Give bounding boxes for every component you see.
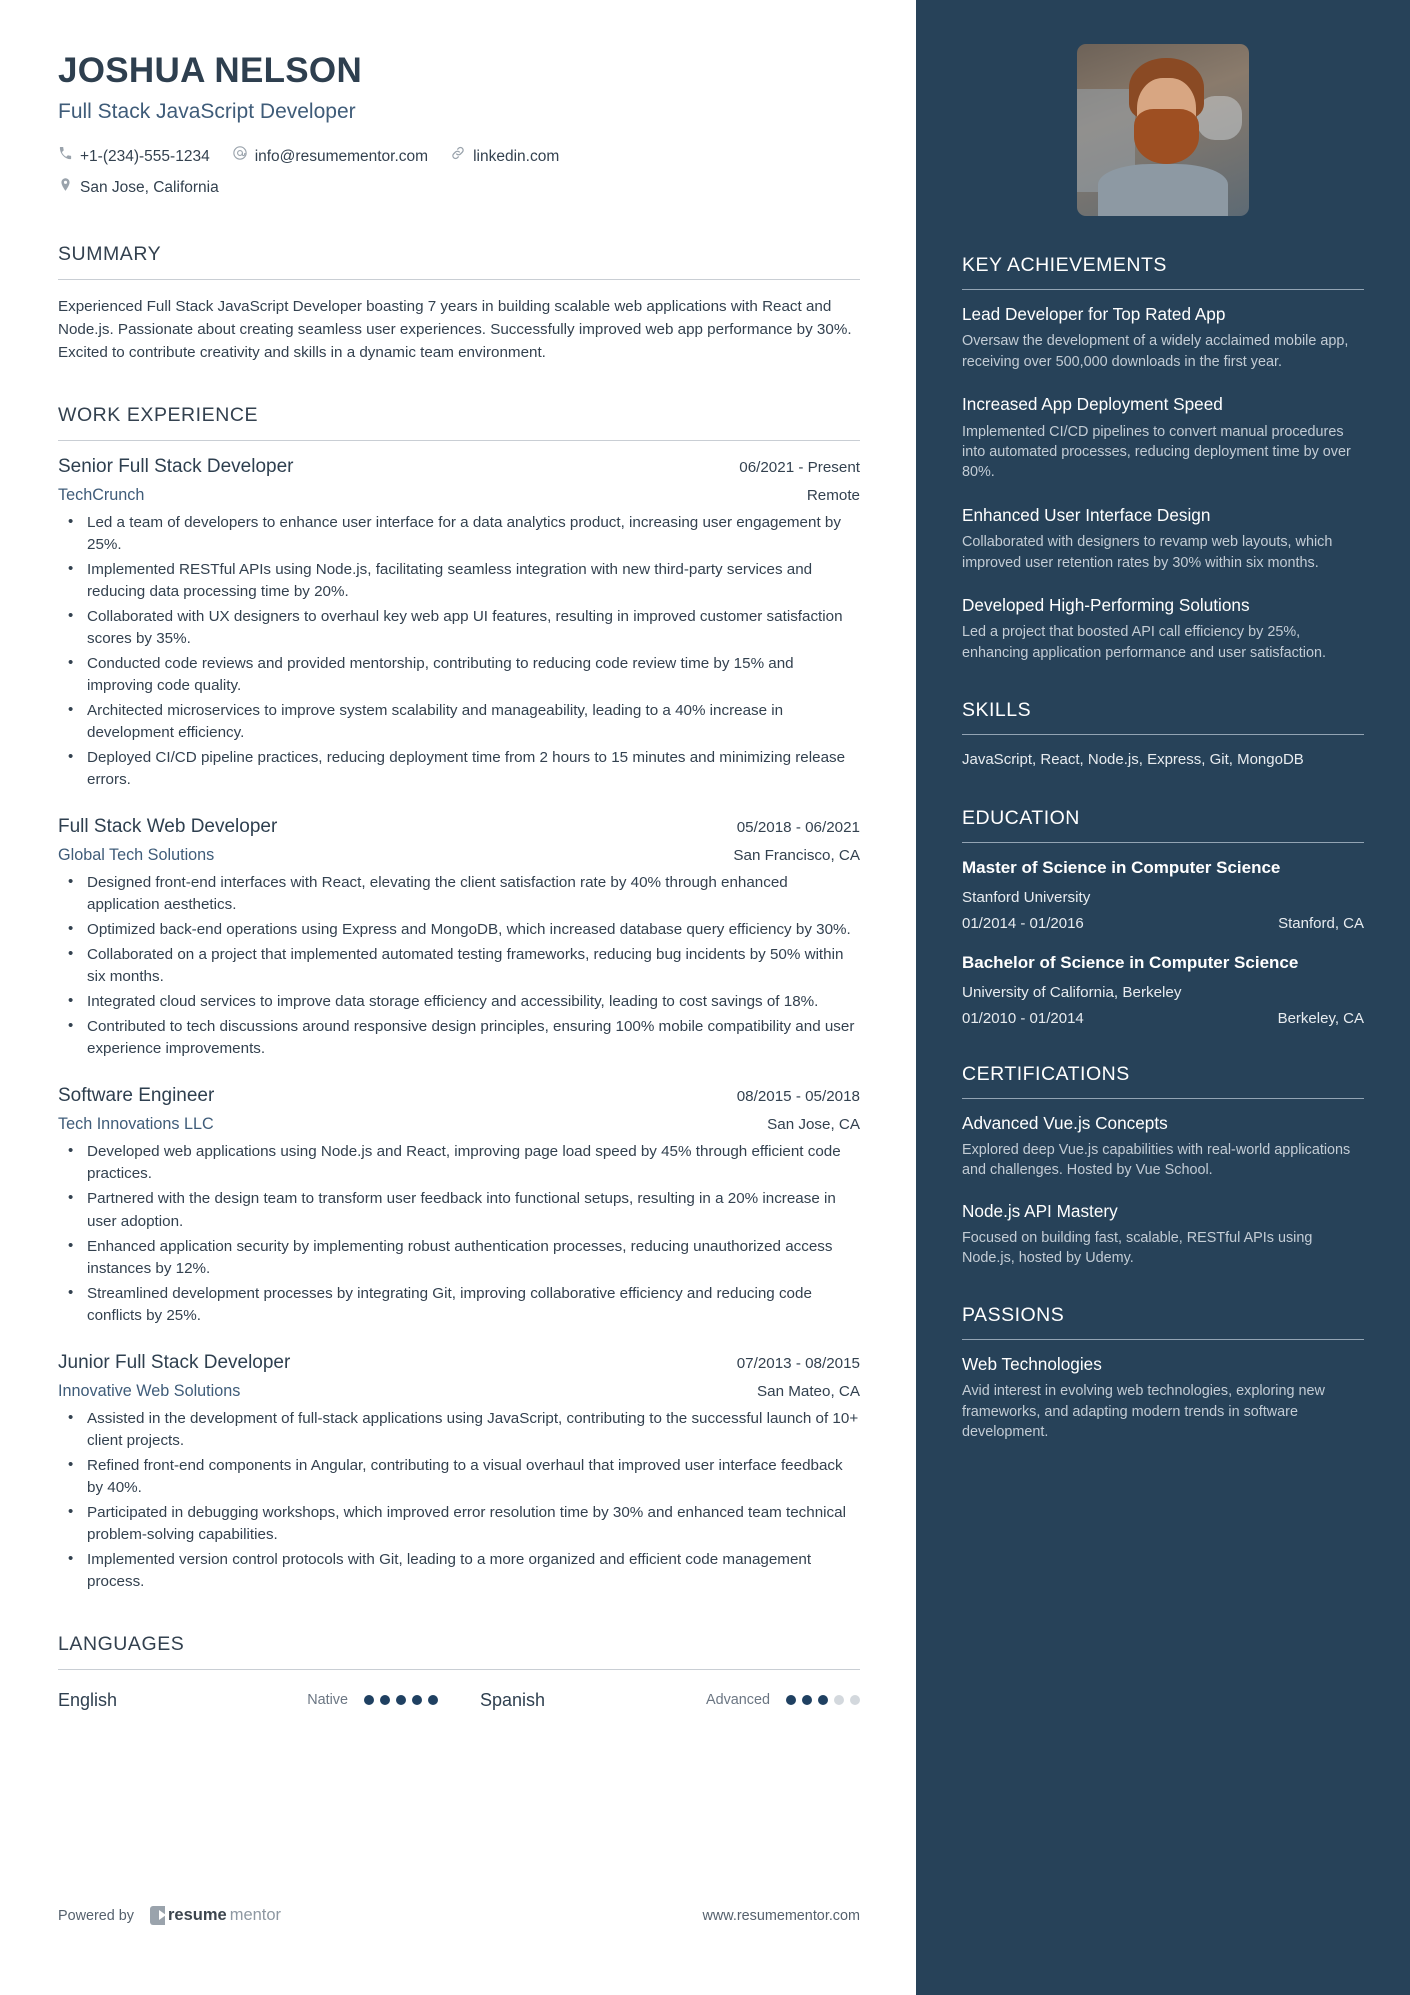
- passions-section: [962, 1304, 1364, 1442]
- passion-title: Web Technologies: [962, 1354, 1102, 1375]
- achievement-item: [962, 595, 1364, 663]
- passions-title: PASSIONS: [962, 1304, 1364, 1340]
- certifications-list: [962, 1099, 1364, 1269]
- avatar-wrap: [962, 44, 1364, 216]
- job-company-row: [58, 1382, 860, 1401]
- job-title-row: [58, 1085, 860, 1107]
- candidate-name: JOSHUA NELSON: [58, 51, 363, 90]
- skills-section: [962, 699, 1364, 771]
- skills-text: JavaScript, React, Node.js, Express, Git, MongoDB: [962, 751, 1304, 769]
- job-bullet: • Developed web applications using Node.js and React, improving page load speed by 45% through efficient code practices.: [58, 1141, 860, 1185]
- resume-sidebar: [916, 0, 1410, 1995]
- job-date: 06/2021 - Present: [739, 458, 860, 476]
- achievement-title: Increased App Deployment Speed: [962, 394, 1223, 415]
- language-name: English: [58, 1689, 118, 1710]
- job-title-row: [58, 456, 860, 478]
- logo-mark-icon: [150, 1906, 165, 1925]
- rating-dot: [428, 1695, 438, 1705]
- education-title: EDUCATION: [962, 807, 1364, 843]
- contact-location: [58, 172, 860, 203]
- job-title-row: [58, 816, 860, 838]
- achievement-item: [962, 394, 1364, 483]
- education-degree: Master of Science in Computer Science: [962, 858, 1281, 878]
- education-location: Berkeley, CA: [1277, 1009, 1364, 1027]
- education-item: [962, 857, 1364, 932]
- job-bullet: • Architected microservices to improve system scalability and manageability, leading to a 40% increase in development efficiency.: [58, 700, 860, 744]
- job-bullet: • Integrated cloud services to improve data storage efficiency and accessibility, leading to cost savings of 18%.: [58, 991, 860, 1013]
- job-bullet: • Designed front-end interfaces with React, elevating the client satisfaction rate by 40% through enhanced application aesthetics.: [58, 872, 860, 916]
- work-experience-section: [58, 404, 860, 1593]
- achievement-item: [962, 304, 1364, 372]
- summary-section: [58, 243, 860, 364]
- rating-dot: [834, 1695, 844, 1705]
- contact-location-text: San Jose, California: [80, 178, 219, 196]
- languages-section-title: LANGUAGES: [58, 1633, 860, 1670]
- education-meta-row: [962, 1010, 1364, 1027]
- summary-text: Experienced Full Stack JavaScript Developer boasting 7 years in building scalable web applications with React and Node.js. Passionate about creating seamless user experiences. Successfully improved web app performance by 30%. Excited to contribute creativity and skills in a dynamic team environment.: [58, 297, 852, 361]
- passion-desc: Avid interest in evolving web technologies, exploring new frameworks, and adapting modern trends in software development.: [962, 1383, 1325, 1441]
- achievement-item: [962, 505, 1364, 573]
- education-date: 01/2010 - 01/2014: [962, 1009, 1084, 1027]
- job-bullet: • Optimized back-end operations using Express and MongoDB, which increased database query efficiency by 30%.: [58, 919, 860, 941]
- achievement-desc: Collaborated with designers to revamp web layouts, which improved user retention rates by 30% within six months.: [962, 534, 1333, 571]
- rating-dot: [364, 1695, 374, 1705]
- job-bullet: • Refined front-end components in Angular, contributing to a visual overhaul that improved user interface feedback by 40%.: [58, 1455, 860, 1499]
- key-achievements-title: KEY ACHIEVEMENTS: [962, 254, 1364, 290]
- achievement-title: Enhanced User Interface Design: [962, 504, 1211, 525]
- job-bullet-list: [58, 1408, 860, 1593]
- certifications-section: [962, 1063, 1364, 1269]
- contact-email-text: info@resumementor.com: [254, 147, 429, 165]
- languages-section: [58, 1633, 860, 1711]
- logo-text-light: mentor: [229, 1906, 282, 1924]
- language-level: Advanced: [705, 1692, 770, 1709]
- key-achievements-section: [962, 254, 1364, 663]
- education-item: [962, 952, 1364, 1027]
- link-icon: [450, 141, 466, 172]
- job-bullet: • Conducted code reviews and provided mentorship, contributing to reducing code review time by 15% and improving code quality.: [58, 653, 860, 697]
- certification-desc: Focused on building fast, scalable, RESTful APIs using Node.js, hosted by Udemy.: [962, 1229, 1313, 1266]
- job-title: Junior Full Stack Developer: [58, 1351, 291, 1373]
- certifications-title: CERTIFICATIONS: [962, 1063, 1364, 1099]
- job-bullet: • Led a team of developers to enhance user interface for a data analytics product, increasing user engagement by 25%.: [58, 512, 860, 556]
- job-bullet-list: [58, 512, 860, 791]
- job-bullet: • Participated in debugging workshops, which improved error resolution time by 30% and enhanced team technical problem-solving capabilities.: [58, 1502, 860, 1546]
- resumementor-logo: [150, 1906, 281, 1925]
- certification-desc: Explored deep Vue.js capabilities with real-world applications and challenges. Hosted by Vue School.: [962, 1141, 1351, 1179]
- job-location: San Mateo, CA: [757, 1382, 860, 1400]
- job-company: Innovative Web Solutions: [58, 1381, 241, 1400]
- avatar-bg-right: [1197, 96, 1242, 141]
- page-footer: [58, 1906, 860, 1925]
- job-bullet: • Collaborated with UX designers to overhaul key web app UI features, resulting in improved customer satisfaction scores by 35%.: [58, 606, 860, 650]
- education-school: University of California, Berkeley: [962, 983, 1182, 1001]
- rating-dot: [380, 1695, 390, 1705]
- work-experience-item: [58, 1085, 860, 1326]
- education-date: 01/2014 - 01/2016: [962, 914, 1084, 932]
- job-title: Full Stack Web Developer: [58, 816, 278, 838]
- rating-dot: [802, 1695, 812, 1705]
- passions-list: [962, 1340, 1364, 1442]
- key-achievements-list: [962, 290, 1364, 663]
- certification-title: Advanced Vue.js Concepts: [962, 1112, 1168, 1133]
- language-item: [438, 1690, 860, 1711]
- achievement-desc: Oversaw the development of a widely acclaimed mobile app, receiving over 500,000 downloads in the first year.: [962, 333, 1349, 370]
- achievement-title: Lead Developer for Top Rated App: [962, 304, 1226, 324]
- rating-dot: [396, 1695, 406, 1705]
- job-bullet: • Collaborated on a project that implemented automated testing frameworks, reducing bug incidents by 50% within six months.: [58, 944, 860, 988]
- contact-phone[interactable]: [58, 141, 210, 172]
- education-degree: Bachelor of Science in Computer Science: [962, 952, 1299, 972]
- job-bullet: • Assisted in the development of full-stack applications using JavaScript, contributing to the successful launch of 10+ client projects.: [58, 1408, 860, 1452]
- job-title: Software Engineer: [58, 1085, 215, 1107]
- job-title: Senior Full Stack Developer: [58, 455, 294, 477]
- education-list: [962, 843, 1364, 1027]
- job-company-row: [58, 486, 860, 505]
- job-date: 05/2018 - 06/2021: [736, 819, 860, 837]
- email-icon: [232, 141, 248, 172]
- job-company: TechCrunch: [58, 485, 145, 504]
- certification-item: [962, 1201, 1364, 1269]
- job-date: 07/2013 - 08/2015: [736, 1354, 860, 1372]
- avatar: [1077, 44, 1249, 216]
- certification-item: [962, 1113, 1364, 1181]
- rating-dot: [818, 1695, 828, 1705]
- education-location: Stanford, CA: [1278, 914, 1364, 932]
- summary-section-body: [58, 280, 860, 364]
- job-title-row: [58, 1352, 860, 1374]
- job-location: Remote: [806, 486, 860, 504]
- work-experience-list: [58, 441, 860, 1593]
- work-experience-item: [58, 1352, 860, 1593]
- contact-link-text: linkedin.com: [473, 147, 560, 165]
- job-bullet: • Streamlined development processes by integrating Git, improving collaborative efficiency and reducing code conflicts by 25%.: [58, 1283, 860, 1327]
- location-icon: [58, 172, 73, 203]
- achievement-desc: Implemented CI/CD pipelines to convert manual procedures into automated processes, reducing deployment time by over 80%.: [962, 423, 1351, 481]
- job-location: San Francisco, CA: [733, 847, 860, 865]
- rating-dot: [786, 1695, 796, 1705]
- job-bullet: • Enhanced application security by implementing robust authentication processes, reducing unauthorized access instances by 12%.: [58, 1236, 860, 1280]
- language-rating-dots: [786, 1695, 860, 1705]
- skills-title: SKILLS: [962, 699, 1364, 735]
- footer-site-url[interactable]: www.resumementor.com: [702, 1907, 860, 1924]
- language-item: [58, 1690, 438, 1711]
- job-bullet: • Implemented version control protocols with Git, leading to a more organized and efficient code management process.: [58, 1549, 860, 1593]
- job-bullet: • Deployed CI/CD pipeline practices, reducing deployment time from 2 hours to 15 minutes and minimizing release errors.: [58, 747, 860, 791]
- language-level: Native: [307, 1692, 348, 1709]
- skills-body: [962, 735, 1364, 771]
- rating-dot: [850, 1695, 860, 1705]
- phone-icon: [58, 141, 73, 172]
- language-rating-dots: [364, 1695, 438, 1705]
- passion-item: [962, 1354, 1364, 1442]
- job-company-row: [58, 1115, 860, 1134]
- language-name: Spanish: [480, 1689, 546, 1710]
- contact-link[interactable]: [450, 141, 559, 172]
- powered-by-block: [58, 1906, 281, 1925]
- achievement-title: Developed High-Performing Solutions: [962, 595, 1250, 616]
- work-experience-item: [58, 816, 860, 1060]
- work-experience-section-title: WORK EXPERIENCE: [58, 404, 860, 441]
- summary-section-title: SUMMARY: [58, 243, 860, 280]
- contact-phone-text: +1-(234)-555-1234: [80, 147, 210, 165]
- contact-row: [58, 141, 860, 203]
- job-location: San Jose, CA: [767, 1116, 860, 1134]
- job-company-row: [58, 846, 860, 865]
- avatar-beard: [1134, 109, 1199, 164]
- education-section: [962, 807, 1364, 1027]
- job-bullet-list: [58, 872, 860, 1060]
- job-bullet: • Contributed to tech discussions around responsive design principles, ensuring 100% mobile compatibility and user experience improvements.: [58, 1016, 860, 1060]
- avatar-shirt: [1098, 164, 1229, 216]
- certification-title: Node.js API Mastery: [962, 1200, 1118, 1221]
- job-bullet-list: [58, 1141, 860, 1326]
- languages-list: [58, 1670, 860, 1711]
- work-experience-item: [58, 456, 860, 791]
- candidate-headline: Full Stack JavaScript Developer: [58, 99, 356, 123]
- contact-email[interactable]: [232, 141, 428, 172]
- rating-dot: [412, 1695, 422, 1705]
- education-school: Stanford University: [962, 888, 1091, 906]
- logo-text-bold: resume: [168, 1906, 227, 1924]
- powered-by-label: Powered by: [58, 1907, 134, 1924]
- achievement-desc: Led a project that boosted API call efficiency by 25%, enhancing application performance and user satisfaction.: [962, 624, 1326, 661]
- education-meta-row: [962, 915, 1364, 932]
- job-bullet: • Partnered with the design team to transform user feedback into functional setups, resulting in a 20% increase in user adoption.: [58, 1188, 860, 1232]
- job-company: Global Tech Solutions: [58, 846, 215, 865]
- job-bullet: • Implemented RESTful APIs using Node.js, facilitating seamless integration with new third-party services and reducing data processing time by 20%.: [58, 559, 860, 603]
- job-date: 08/2015 - 05/2018: [736, 1088, 860, 1106]
- job-company: Tech Innovations LLC: [58, 1115, 214, 1134]
